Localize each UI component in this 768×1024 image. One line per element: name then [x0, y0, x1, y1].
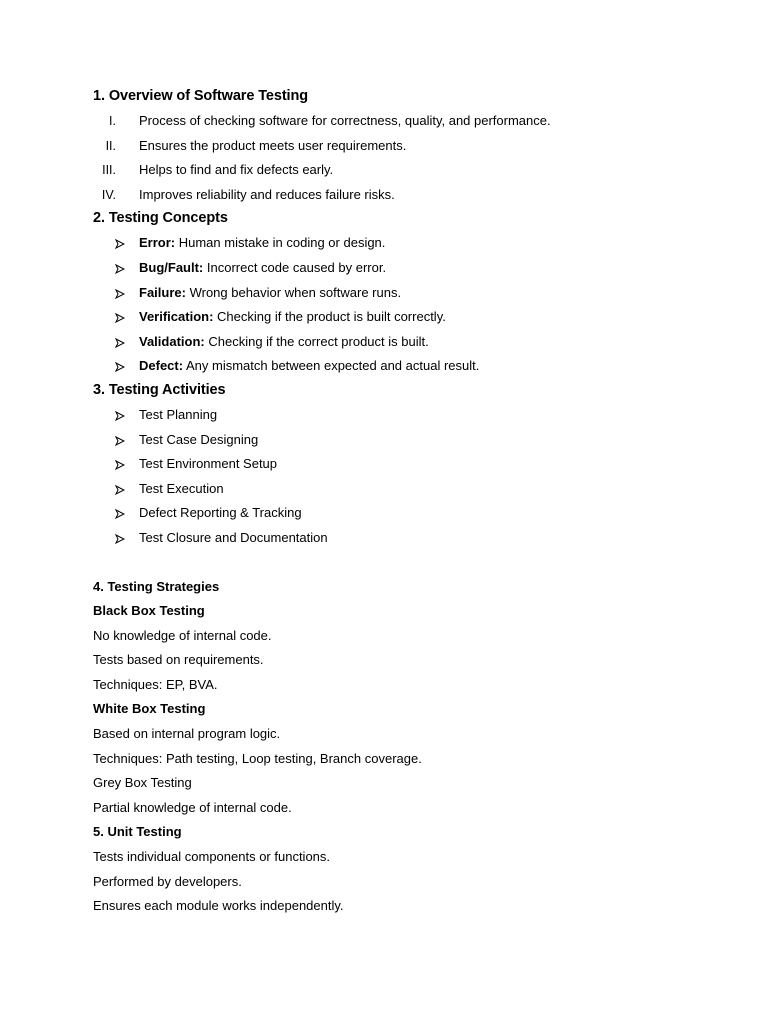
subheading-grey-box: Grey Box Testing: [93, 775, 192, 791]
list-item: [93, 501, 693, 526]
concept-term: Defect:: [139, 358, 184, 374]
arrow-bullet-icon: [115, 256, 127, 274]
section-heading-strategies: 4. Testing Strategies: [93, 578, 220, 594]
list-marker: IV.: [101, 187, 116, 202]
activities-list: [93, 403, 693, 551]
concept-definition: Checking if the product is built correctly.: [213, 309, 446, 325]
list-item: [93, 477, 693, 502]
list-marker: I.: [109, 114, 116, 128]
list-item-text: Test Planning: [139, 406, 218, 422]
list-marker: II.: [105, 138, 116, 153]
arrow-bullet-icon: [115, 354, 127, 372]
list-item: [93, 452, 693, 477]
list-item: [93, 183, 693, 208]
list-item-text: Test Case Designing: [139, 431, 259, 447]
arrow-bullet-icon: [115, 452, 127, 470]
subheading-black-box: Black Box Testing: [93, 603, 205, 619]
paragraph-line: Partial knowledge of internal code.: [93, 799, 292, 815]
paragraph-line: Tests based on requirements.: [93, 652, 264, 668]
list-item: [93, 354, 693, 379]
paragraph-line: Ensures each module works independently.: [93, 898, 344, 914]
list-marker: III.: [102, 163, 116, 178]
concept-term: Failure:: [139, 284, 186, 300]
document-body: [93, 85, 693, 919]
concept-definition: Human mistake in coding or design.: [175, 235, 386, 251]
arrow-bullet-icon: [115, 305, 127, 323]
list-item-text: Ensures the product meets user requirements.: [139, 137, 407, 153]
list-item-text: Defect Reporting & Tracking: [139, 505, 302, 521]
list-item: [93, 526, 693, 551]
list-item: [93, 428, 693, 453]
overview-list: [93, 109, 693, 207]
list-item: [93, 330, 693, 355]
paragraph-line: Based on internal program logic.: [93, 726, 281, 742]
arrow-bullet-icon: [115, 477, 127, 495]
arrow-bullet-icon: [115, 526, 127, 544]
list-item-text: Test Execution: [139, 480, 224, 496]
list-item: [93, 109, 693, 134]
concept-term: Bug/Fault:: [139, 259, 204, 275]
concept-definition: Checking if the correct product is built.: [204, 333, 429, 349]
concept-definition: Wrong behavior when software runs.: [185, 284, 402, 300]
list-item-text: Test Closure and Documentation: [139, 529, 328, 545]
list-item: [93, 256, 693, 281]
concepts-list: [93, 231, 693, 379]
list-item-text: Process of checking software for correctness, quality, and performance.: [139, 113, 551, 128]
spacer: [93, 551, 693, 575]
section-heading-concepts: 2. Testing Concepts: [93, 210, 228, 227]
list-item: [93, 158, 693, 183]
list-item: [93, 134, 693, 159]
list-item-text: Test Environment Setup: [139, 456, 278, 472]
paragraph-line: Techniques: EP, BVA.: [93, 676, 218, 692]
arrow-bullet-icon: [115, 231, 127, 249]
list-item-text: Improves reliability and reduces failure risks.: [139, 186, 395, 202]
list-item: [93, 231, 693, 256]
paragraph-line: Techniques: Path testing, Loop testing, Branch coverage.: [93, 750, 422, 766]
section-heading-activities: 3. Testing Activities: [93, 381, 226, 398]
arrow-bullet-icon: [115, 428, 127, 446]
paragraph-line: Performed by developers.: [93, 873, 242, 889]
subheading-white-box: White Box Testing: [93, 701, 206, 717]
list-item: [93, 305, 693, 330]
arrow-bullet-icon: [115, 281, 127, 299]
arrow-bullet-icon: [115, 403, 127, 421]
list-item: [93, 403, 693, 428]
section-heading-overview: 1. Overview of Software Testing: [93, 88, 308, 104]
list-item: [93, 281, 693, 306]
list-item-text: Helps to find and fix defects early.: [139, 162, 334, 178]
arrow-bullet-icon: [115, 501, 127, 519]
arrow-bullet-icon: [115, 330, 127, 348]
concept-term: Verification:: [139, 309, 214, 325]
concept-definition: Any mismatch between expected and actual result.: [183, 358, 480, 374]
concept-definition: Incorrect code caused by error.: [203, 259, 387, 275]
paragraph-line: Tests individual components or functions.: [93, 849, 331, 865]
paragraph-line: No knowledge of internal code.: [93, 627, 272, 643]
section-heading-unit-testing: 5. Unit Testing: [93, 824, 182, 840]
concept-term: Error:: [139, 235, 176, 251]
concept-term: Validation:: [139, 333, 205, 349]
